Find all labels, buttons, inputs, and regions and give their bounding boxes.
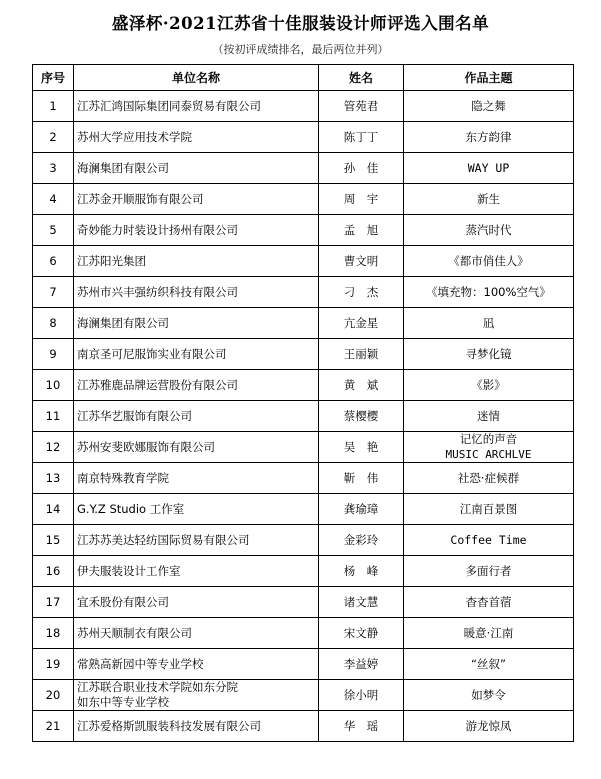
table-row bbox=[33, 246, 574, 277]
cell-name: 李益婷 bbox=[319, 649, 404, 680]
table-row bbox=[33, 153, 574, 184]
cell-name: 靳 伟 bbox=[319, 463, 404, 494]
cell-theme: 江南百景图 bbox=[404, 494, 574, 525]
table-row bbox=[33, 494, 574, 525]
header-name: 姓名 bbox=[319, 65, 404, 91]
cell-name: 徐小明 bbox=[319, 680, 404, 711]
header-theme: 作品主题 bbox=[404, 65, 574, 91]
table-row bbox=[33, 122, 574, 153]
cell-unit: 常熟高新园中等专业学校 bbox=[74, 649, 319, 680]
cell-unit bbox=[74, 680, 319, 711]
cell-name: 亢金星 bbox=[319, 308, 404, 339]
cell-name: 管苑君 bbox=[319, 91, 404, 122]
cell-theme: 暖意·江南 bbox=[404, 618, 574, 649]
table-row bbox=[33, 370, 574, 401]
cell-name: 陈丁丁 bbox=[319, 122, 404, 153]
cell-no: 18 bbox=[33, 618, 74, 649]
cell-no: 1 bbox=[33, 91, 74, 122]
table-row bbox=[33, 401, 574, 432]
table-row bbox=[33, 184, 574, 215]
cell-name: 刁 杰 bbox=[319, 277, 404, 308]
table-row bbox=[33, 91, 574, 122]
cell-theme: WAY UP bbox=[404, 153, 574, 184]
cell-theme: 游龙惊凤 bbox=[404, 711, 574, 742]
cell-theme: “丝叙” bbox=[404, 649, 574, 680]
cell-no: 6 bbox=[33, 246, 74, 277]
cell-unit: 江苏雅鹿品牌运营股份有限公司 bbox=[74, 370, 319, 401]
cell-name: 曹文明 bbox=[319, 246, 404, 277]
cell-unit: 苏州安斐欧娜服饰有限公司 bbox=[74, 432, 319, 463]
cell-theme: 东方韵律 bbox=[404, 122, 574, 153]
cell-theme: 《影》 bbox=[404, 370, 574, 401]
cell-no: 12 bbox=[33, 432, 74, 463]
cell-no: 10 bbox=[33, 370, 74, 401]
cell-unit: 江苏爱格斯凯服装科技发展有限公司 bbox=[74, 711, 319, 742]
cell-name: 王丽颖 bbox=[319, 339, 404, 370]
table-row bbox=[33, 463, 574, 494]
cell-name: 黄 斌 bbox=[319, 370, 404, 401]
table-header-row bbox=[33, 65, 574, 91]
cell-no: 20 bbox=[33, 680, 74, 711]
cell-name: 孙 佳 bbox=[319, 153, 404, 184]
cell-name: 吴 艳 bbox=[319, 432, 404, 463]
header-unit: 单位名称 bbox=[74, 65, 319, 91]
cell-theme bbox=[404, 432, 574, 463]
cell-theme: 蒸汽时代 bbox=[404, 215, 574, 246]
cell-theme: 《填充物：100%空气》 bbox=[404, 277, 574, 308]
table-row bbox=[33, 277, 574, 308]
cell-name: 蔡樱樱 bbox=[319, 401, 404, 432]
table-row bbox=[33, 618, 574, 649]
cell-theme: 多面行者 bbox=[404, 556, 574, 587]
cell-name: 诸文慧 bbox=[319, 587, 404, 618]
cell-name: 龚瑜璋 bbox=[319, 494, 404, 525]
table-row bbox=[33, 711, 574, 742]
cell-unit: 江苏苏美达轻纺国际贸易有限公司 bbox=[74, 525, 319, 556]
table-body bbox=[33, 91, 574, 742]
cell-no: 14 bbox=[33, 494, 74, 525]
cell-no: 11 bbox=[33, 401, 74, 432]
cell-theme: 杳杳首蓿 bbox=[404, 587, 574, 618]
table-row bbox=[33, 587, 574, 618]
table-row bbox=[33, 215, 574, 246]
cell-theme: Coffee Time bbox=[404, 525, 574, 556]
cell-no: 15 bbox=[33, 525, 74, 556]
cell-no: 17 bbox=[33, 587, 74, 618]
cell-name: 华 瑶 bbox=[319, 711, 404, 742]
cell-no: 5 bbox=[33, 215, 74, 246]
cell-theme: 新生 bbox=[404, 184, 574, 215]
cell-unit-line2: 如东中等专业学校 bbox=[77, 695, 169, 709]
cell-theme: 如梦令 bbox=[404, 680, 574, 711]
header-no: 序号 bbox=[33, 65, 74, 91]
cell-theme: 迷情 bbox=[404, 401, 574, 432]
cell-unit: 江苏华艺服饰有限公司 bbox=[74, 401, 319, 432]
cell-name: 孟 旭 bbox=[319, 215, 404, 246]
cell-theme-line2: MUSIC ARCHLVE bbox=[445, 448, 532, 461]
cell-unit: 奇妙能力时装设计扬州有限公司 bbox=[74, 215, 319, 246]
table-row bbox=[33, 432, 574, 463]
document-subtitle: （按初评成绩排名，最后两位并列） bbox=[212, 43, 389, 56]
cell-unit: 苏州市兴丰强纺织科技有限公司 bbox=[74, 277, 319, 308]
cell-unit: 南京圣可尼服饰实业有限公司 bbox=[74, 339, 319, 370]
cell-no: 2 bbox=[33, 122, 74, 153]
cell-no: 8 bbox=[33, 308, 74, 339]
cell-unit: 江苏汇鸿国际集团同泰贸易有限公司 bbox=[74, 91, 319, 122]
table-row bbox=[33, 649, 574, 680]
cell-theme: 凪 bbox=[404, 308, 574, 339]
cell-theme: 《都市俏佳人》 bbox=[404, 246, 574, 277]
table-row bbox=[33, 339, 574, 370]
cell-unit: 伊夫服装设计工作室 bbox=[74, 556, 319, 587]
cell-theme: 寻梦化镜 bbox=[404, 339, 574, 370]
cell-unit: 苏州天顺制衣有限公司 bbox=[74, 618, 319, 649]
cell-unit: 江苏金开顺服饰有限公司 bbox=[74, 184, 319, 215]
cell-theme-line1: 记忆的声音 bbox=[459, 432, 518, 446]
document-title: 盛泽杯·2021江苏省十佳服装设计师评选入围名单 bbox=[111, 14, 490, 33]
cell-theme: 隐之舞 bbox=[404, 91, 574, 122]
table-row bbox=[33, 556, 574, 587]
cell-name: 周 宇 bbox=[319, 184, 404, 215]
cell-theme: 社恐·症候群 bbox=[404, 463, 574, 494]
cell-name: 杨 峰 bbox=[319, 556, 404, 587]
cell-name: 金彩玲 bbox=[319, 525, 404, 556]
cell-no: 7 bbox=[33, 277, 74, 308]
cell-unit: 苏州大学应用技术学院 bbox=[74, 122, 319, 153]
cell-unit: 海澜集团有限公司 bbox=[74, 308, 319, 339]
cell-no: 4 bbox=[33, 184, 74, 215]
finalist-table bbox=[32, 64, 574, 742]
table-row bbox=[33, 308, 574, 339]
cell-unit: 宜禾股份有限公司 bbox=[74, 587, 319, 618]
table-row bbox=[33, 525, 574, 556]
cell-no: 21 bbox=[33, 711, 74, 742]
cell-name: 宋文静 bbox=[319, 618, 404, 649]
cell-no: 16 bbox=[33, 556, 74, 587]
cell-unit: G.Y.Z Studio 工作室 bbox=[74, 494, 319, 525]
cell-unit: 南京特殊教育学院 bbox=[74, 463, 319, 494]
table-row bbox=[33, 680, 574, 711]
cell-no: 19 bbox=[33, 649, 74, 680]
cell-unit: 海澜集团有限公司 bbox=[74, 153, 319, 184]
cell-no: 3 bbox=[33, 153, 74, 184]
cell-unit: 江苏阳光集团 bbox=[74, 246, 319, 277]
cell-unit-line1: 江苏联合职业技术学院如东分院 bbox=[77, 680, 238, 694]
cell-no: 13 bbox=[33, 463, 74, 494]
cell-no: 9 bbox=[33, 339, 74, 370]
